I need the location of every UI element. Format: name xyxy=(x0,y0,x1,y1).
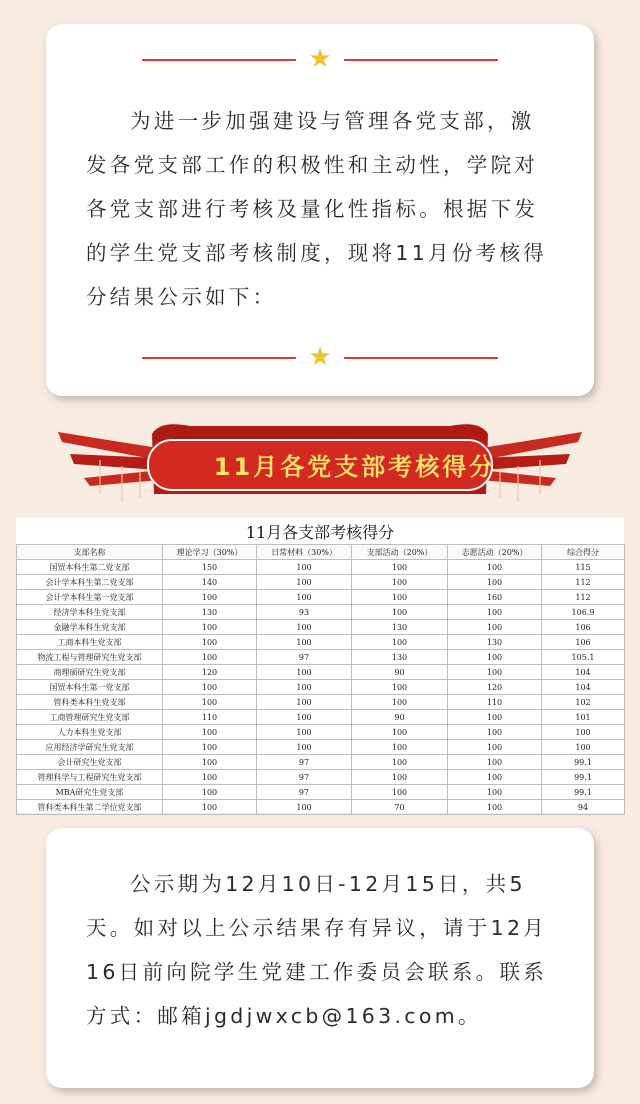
table-cell: 104 xyxy=(542,680,625,695)
divider-line-left xyxy=(142,59,296,61)
table-cell: 99.1 xyxy=(542,785,625,800)
table-cell: 90 xyxy=(352,710,448,725)
table-cell: 100 xyxy=(163,620,257,635)
table-cell: 100 xyxy=(163,650,257,665)
table-cell: 101 xyxy=(542,710,625,725)
table-cell: 100 xyxy=(163,680,257,695)
intro-paragraph: 为进一步加强建设与管理各党支部，激发各党支部工作的积极性和主动性，学院对各党支部进行考核及量化性指标。根据下发的学生党支部考核制度，现将11月份考核得分结果公示如下： xyxy=(86,109,548,309)
table-cell: 100 xyxy=(448,755,542,770)
table-row xyxy=(17,620,625,635)
table-row xyxy=(17,590,625,605)
table-cell: 100 xyxy=(448,710,542,725)
table-cell: 管理科学与工程研究生党支部 xyxy=(17,770,163,785)
table-row xyxy=(17,800,625,815)
table-cell: 104 xyxy=(542,665,625,680)
table-cell: 115 xyxy=(542,560,625,575)
table-cell: 90 xyxy=(352,665,448,680)
table-cell: 130 xyxy=(163,605,257,620)
table-cell: 97 xyxy=(257,650,352,665)
table-cell: 100 xyxy=(257,665,352,680)
table-cell: 金融学本科生党支部 xyxy=(17,620,163,635)
table-cell: 管科类本科生第二学位党支部 xyxy=(17,800,163,815)
table-cell: 100 xyxy=(257,725,352,740)
star-icon: ★ xyxy=(308,342,332,372)
column-header: 综合得分 xyxy=(542,545,625,560)
table-cell: 100 xyxy=(352,560,448,575)
column-header: 志愿活动（20%） xyxy=(448,545,542,560)
table-cell: 130 xyxy=(352,620,448,635)
table-cell: 97 xyxy=(257,770,352,785)
table-cell: 97 xyxy=(257,755,352,770)
table-row xyxy=(17,740,625,755)
table-cell: 100 xyxy=(448,560,542,575)
star-icon: ★ xyxy=(308,44,332,74)
table-cell: 100 xyxy=(448,665,542,680)
top-divider xyxy=(142,44,498,74)
table-row xyxy=(17,560,625,575)
table-cell: 106.9 xyxy=(542,605,625,620)
column-header: 日常材料（30%） xyxy=(257,545,352,560)
section-banner xyxy=(40,414,600,506)
table-cell: 物流工程与管理研究生党支部 xyxy=(17,650,163,665)
score-table xyxy=(16,544,625,815)
table-cell: 应用经济学研究生党支部 xyxy=(17,740,163,755)
table-cell: 110 xyxy=(163,710,257,725)
table-cell: 100 xyxy=(448,620,542,635)
table-cell: 100 xyxy=(352,605,448,620)
table-cell: 100 xyxy=(257,635,352,650)
table-header-row xyxy=(17,545,625,560)
table-cell: 100 xyxy=(448,605,542,620)
table-cell: 99.1 xyxy=(542,755,625,770)
banner-title: 11月各党支部考核得分 xyxy=(213,453,497,481)
notice-paragraph: 公示期为12月10日-12月15日，共5天。如对以上公示结果存有异议，请于12月16日前向院学生党建工作委员会联系。联系方式：邮箱jgdjwxcb@163.com。 xyxy=(86,872,548,1028)
table-cell: 99.1 xyxy=(542,770,625,785)
table-cell: 会计学本科生第二党支部 xyxy=(17,575,163,590)
table-cell: 人力本科生党支部 xyxy=(17,725,163,740)
table-cell: 112 xyxy=(542,590,625,605)
table-cell: 工商管理研究生党支部 xyxy=(17,710,163,725)
table-row xyxy=(17,710,625,725)
table-row xyxy=(17,650,625,665)
table-title: 11月各支部考核得分 xyxy=(245,523,395,542)
table-cell: 100 xyxy=(352,575,448,590)
table-cell: 100 xyxy=(163,740,257,755)
table-cell: 100 xyxy=(448,785,542,800)
table-cell: 会计学本科生第一党支部 xyxy=(17,590,163,605)
table-cell: 112 xyxy=(542,575,625,590)
column-header: 理论学习（30%） xyxy=(163,545,257,560)
table-cell: 100 xyxy=(352,770,448,785)
table-cell: 100 xyxy=(257,560,352,575)
table-row xyxy=(17,605,625,620)
table-cell: 106 xyxy=(542,620,625,635)
table-cell: 100 xyxy=(257,680,352,695)
table-cell: 100 xyxy=(257,800,352,815)
table-cell: 经济学本科生党支部 xyxy=(17,605,163,620)
table-cell: 100 xyxy=(257,695,352,710)
table-cell: 100 xyxy=(448,740,542,755)
table-cell: 100 xyxy=(257,620,352,635)
table-cell: 100 xyxy=(448,650,542,665)
table-cell: 100 xyxy=(448,800,542,815)
table-cell: 120 xyxy=(448,680,542,695)
table-cell: 70 xyxy=(352,800,448,815)
notice-card xyxy=(46,828,594,1088)
table-cell: 94 xyxy=(542,800,625,815)
table-cell: 100 xyxy=(352,680,448,695)
table-cell: 管科类本科生党支部 xyxy=(17,695,163,710)
table-row xyxy=(17,665,625,680)
table-cell: 106 xyxy=(542,635,625,650)
divider-line-left xyxy=(142,357,296,359)
table-cell: 100 xyxy=(163,635,257,650)
table-cell: 100 xyxy=(542,725,625,740)
table-cell: 100 xyxy=(163,695,257,710)
bottom-divider xyxy=(142,342,498,372)
table-cell: MBA研究生党支部 xyxy=(17,785,163,800)
table-row xyxy=(17,785,625,800)
table-cell: 工商本科生党支部 xyxy=(17,635,163,650)
table-cell: 150 xyxy=(163,560,257,575)
table-cell: 100 xyxy=(352,725,448,740)
table-cell: 105.1 xyxy=(542,650,625,665)
table-cell: 102 xyxy=(542,695,625,710)
table-cell: 100 xyxy=(352,590,448,605)
table-cell: 100 xyxy=(257,710,352,725)
table-cell: 商理硕研究生党支部 xyxy=(17,665,163,680)
column-header: 支部活动（20%） xyxy=(352,545,448,560)
table-cell: 100 xyxy=(352,695,448,710)
table-row xyxy=(17,635,625,650)
table-cell: 会计研究生党支部 xyxy=(17,755,163,770)
table-cell: 100 xyxy=(163,590,257,605)
table-cell: 100 xyxy=(163,785,257,800)
table-cell: 100 xyxy=(448,770,542,785)
table-cell: 130 xyxy=(448,635,542,650)
table-row xyxy=(17,575,625,590)
intro-card xyxy=(46,24,594,396)
table-cell: 100 xyxy=(163,755,257,770)
table-cell: 140 xyxy=(163,575,257,590)
table-row xyxy=(17,755,625,770)
table-cell: 国贸本科生第一党支部 xyxy=(17,680,163,695)
table-cell: 100 xyxy=(163,725,257,740)
table-row xyxy=(17,725,625,740)
table-cell: 100 xyxy=(542,740,625,755)
score-table-block xyxy=(16,518,624,813)
table-cell: 160 xyxy=(448,590,542,605)
table-cell: 100 xyxy=(257,740,352,755)
table-cell: 国贸本科生第二党支部 xyxy=(17,560,163,575)
column-header: 支部名称 xyxy=(17,545,163,560)
table-cell: 100 xyxy=(257,575,352,590)
table-row xyxy=(17,770,625,785)
table-cell: 100 xyxy=(352,740,448,755)
table-cell: 100 xyxy=(448,725,542,740)
table-cell: 97 xyxy=(257,785,352,800)
table-cell: 120 xyxy=(163,665,257,680)
table-cell: 100 xyxy=(257,590,352,605)
table-cell: 100 xyxy=(163,770,257,785)
table-cell: 100 xyxy=(352,635,448,650)
table-row xyxy=(17,680,625,695)
divider-line-right xyxy=(344,357,498,359)
table-cell: 93 xyxy=(257,605,352,620)
table-row xyxy=(17,695,625,710)
table-cell: 100 xyxy=(352,785,448,800)
table-cell: 100 xyxy=(352,755,448,770)
table-cell: 100 xyxy=(448,575,542,590)
table-cell: 130 xyxy=(352,650,448,665)
table-cell: 100 xyxy=(163,800,257,815)
divider-line-right xyxy=(344,59,498,61)
table-cell: 110 xyxy=(448,695,542,710)
